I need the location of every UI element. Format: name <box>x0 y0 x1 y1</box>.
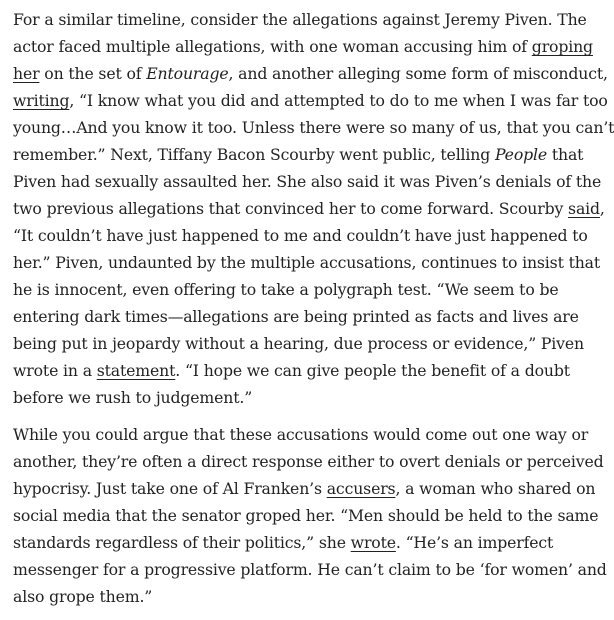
text-run: , a woman who shared on <box>395 479 596 498</box>
text-run: While you could argue that these accusations would come out one way or <box>13 425 589 444</box>
text-line <box>13 330 590 357</box>
text-line <box>13 421 590 448</box>
inline-link[interactable]: accusers <box>326 479 396 498</box>
text-run: another, they’re often a direct response either to overt denials or perceived <box>13 452 604 471</box>
text-line <box>13 60 608 87</box>
text-run: on the set of <box>39 64 147 83</box>
text-run: also grope them.” <box>13 587 153 606</box>
text-run: he is innocent, even offering to take a polygraph test. “We seem to be <box>13 280 559 299</box>
text-line <box>13 168 602 195</box>
text-run: social media that the senator groped her. “Men should be held to the same <box>13 506 599 525</box>
text-run: young…And you know it too. Unless there were so many of us, that you can’t <box>13 118 614 137</box>
text-line <box>13 448 604 475</box>
italic-title: People <box>494 145 548 164</box>
text-run: actor faced multiple allegations, with one woman accusing him of <box>13 37 532 56</box>
text-run: remember.” Next, Tiffany Bacon Scourby went public, telling <box>13 145 495 164</box>
text-run: hypocrisy. Just take one of Al Franken’s <box>13 479 327 498</box>
inline-link[interactable]: statement <box>96 361 176 380</box>
inline-link[interactable]: wrote <box>350 533 396 552</box>
text-run: messenger for a progressive platform. He can’t claim to be ‘for women’ and <box>13 560 607 579</box>
text-run: . “He’s an imperfect <box>395 533 554 552</box>
text-run: , and another alleging some form of misconduct, <box>228 64 608 83</box>
text-run: being put in jeopardy without a hearing, due process or evidence,” Piven <box>13 334 584 353</box>
text-run: that <box>547 145 584 164</box>
text-line <box>13 33 593 60</box>
text-line <box>13 475 596 502</box>
text-line <box>13 276 590 303</box>
text-line <box>13 529 590 556</box>
text-line <box>13 303 590 330</box>
text-run: , “I know what you did and attempted to do to me when I was far too <box>69 91 608 110</box>
text-run: two previous allegations that convinced her to come forward. Scourby <box>13 199 569 218</box>
text-line <box>13 195 605 222</box>
inline-link[interactable]: said <box>568 199 600 218</box>
text-line <box>13 556 607 583</box>
text-line <box>13 6 590 33</box>
inline-link[interactable]: groping <box>531 37 593 56</box>
text-line <box>13 87 608 114</box>
text-line <box>13 249 601 276</box>
inline-link[interactable]: her <box>13 64 40 83</box>
text-line <box>13 357 590 384</box>
text-run: before we rush to judgement.” <box>13 388 253 407</box>
text-run: entering dark times—allegations are being printed as facts and lives are <box>13 307 579 326</box>
italic-title: Entourage <box>146 64 229 83</box>
text-run: standards regardless of their politics,” she <box>13 533 351 552</box>
text-line <box>13 502 599 529</box>
text-line <box>13 141 590 168</box>
text-run: , <box>599 199 605 218</box>
text-line <box>13 384 590 411</box>
article-paragraph <box>13 421 607 610</box>
text-run: wrote in a <box>13 361 97 380</box>
text-run: “It couldn’t have just happened to me and couldn’t have just happened to <box>13 226 588 245</box>
text-run: For a similar timeline, consider the allegations against Jeremy Piven. The <box>13 10 587 29</box>
article-paragraph <box>13 6 614 411</box>
text-run: . “I hope we can give people the benefit of a doubt <box>175 361 570 380</box>
text-line <box>13 222 590 249</box>
inline-link[interactable]: writing <box>13 91 70 110</box>
text-line <box>13 583 590 610</box>
text-run: Piven had sexually assaulted her. She also said it was Piven’s denials of the <box>13 172 602 191</box>
text-line <box>13 114 614 141</box>
text-run: her.” Piven, undaunted by the multiple accusations, continues to insist that <box>13 253 601 272</box>
